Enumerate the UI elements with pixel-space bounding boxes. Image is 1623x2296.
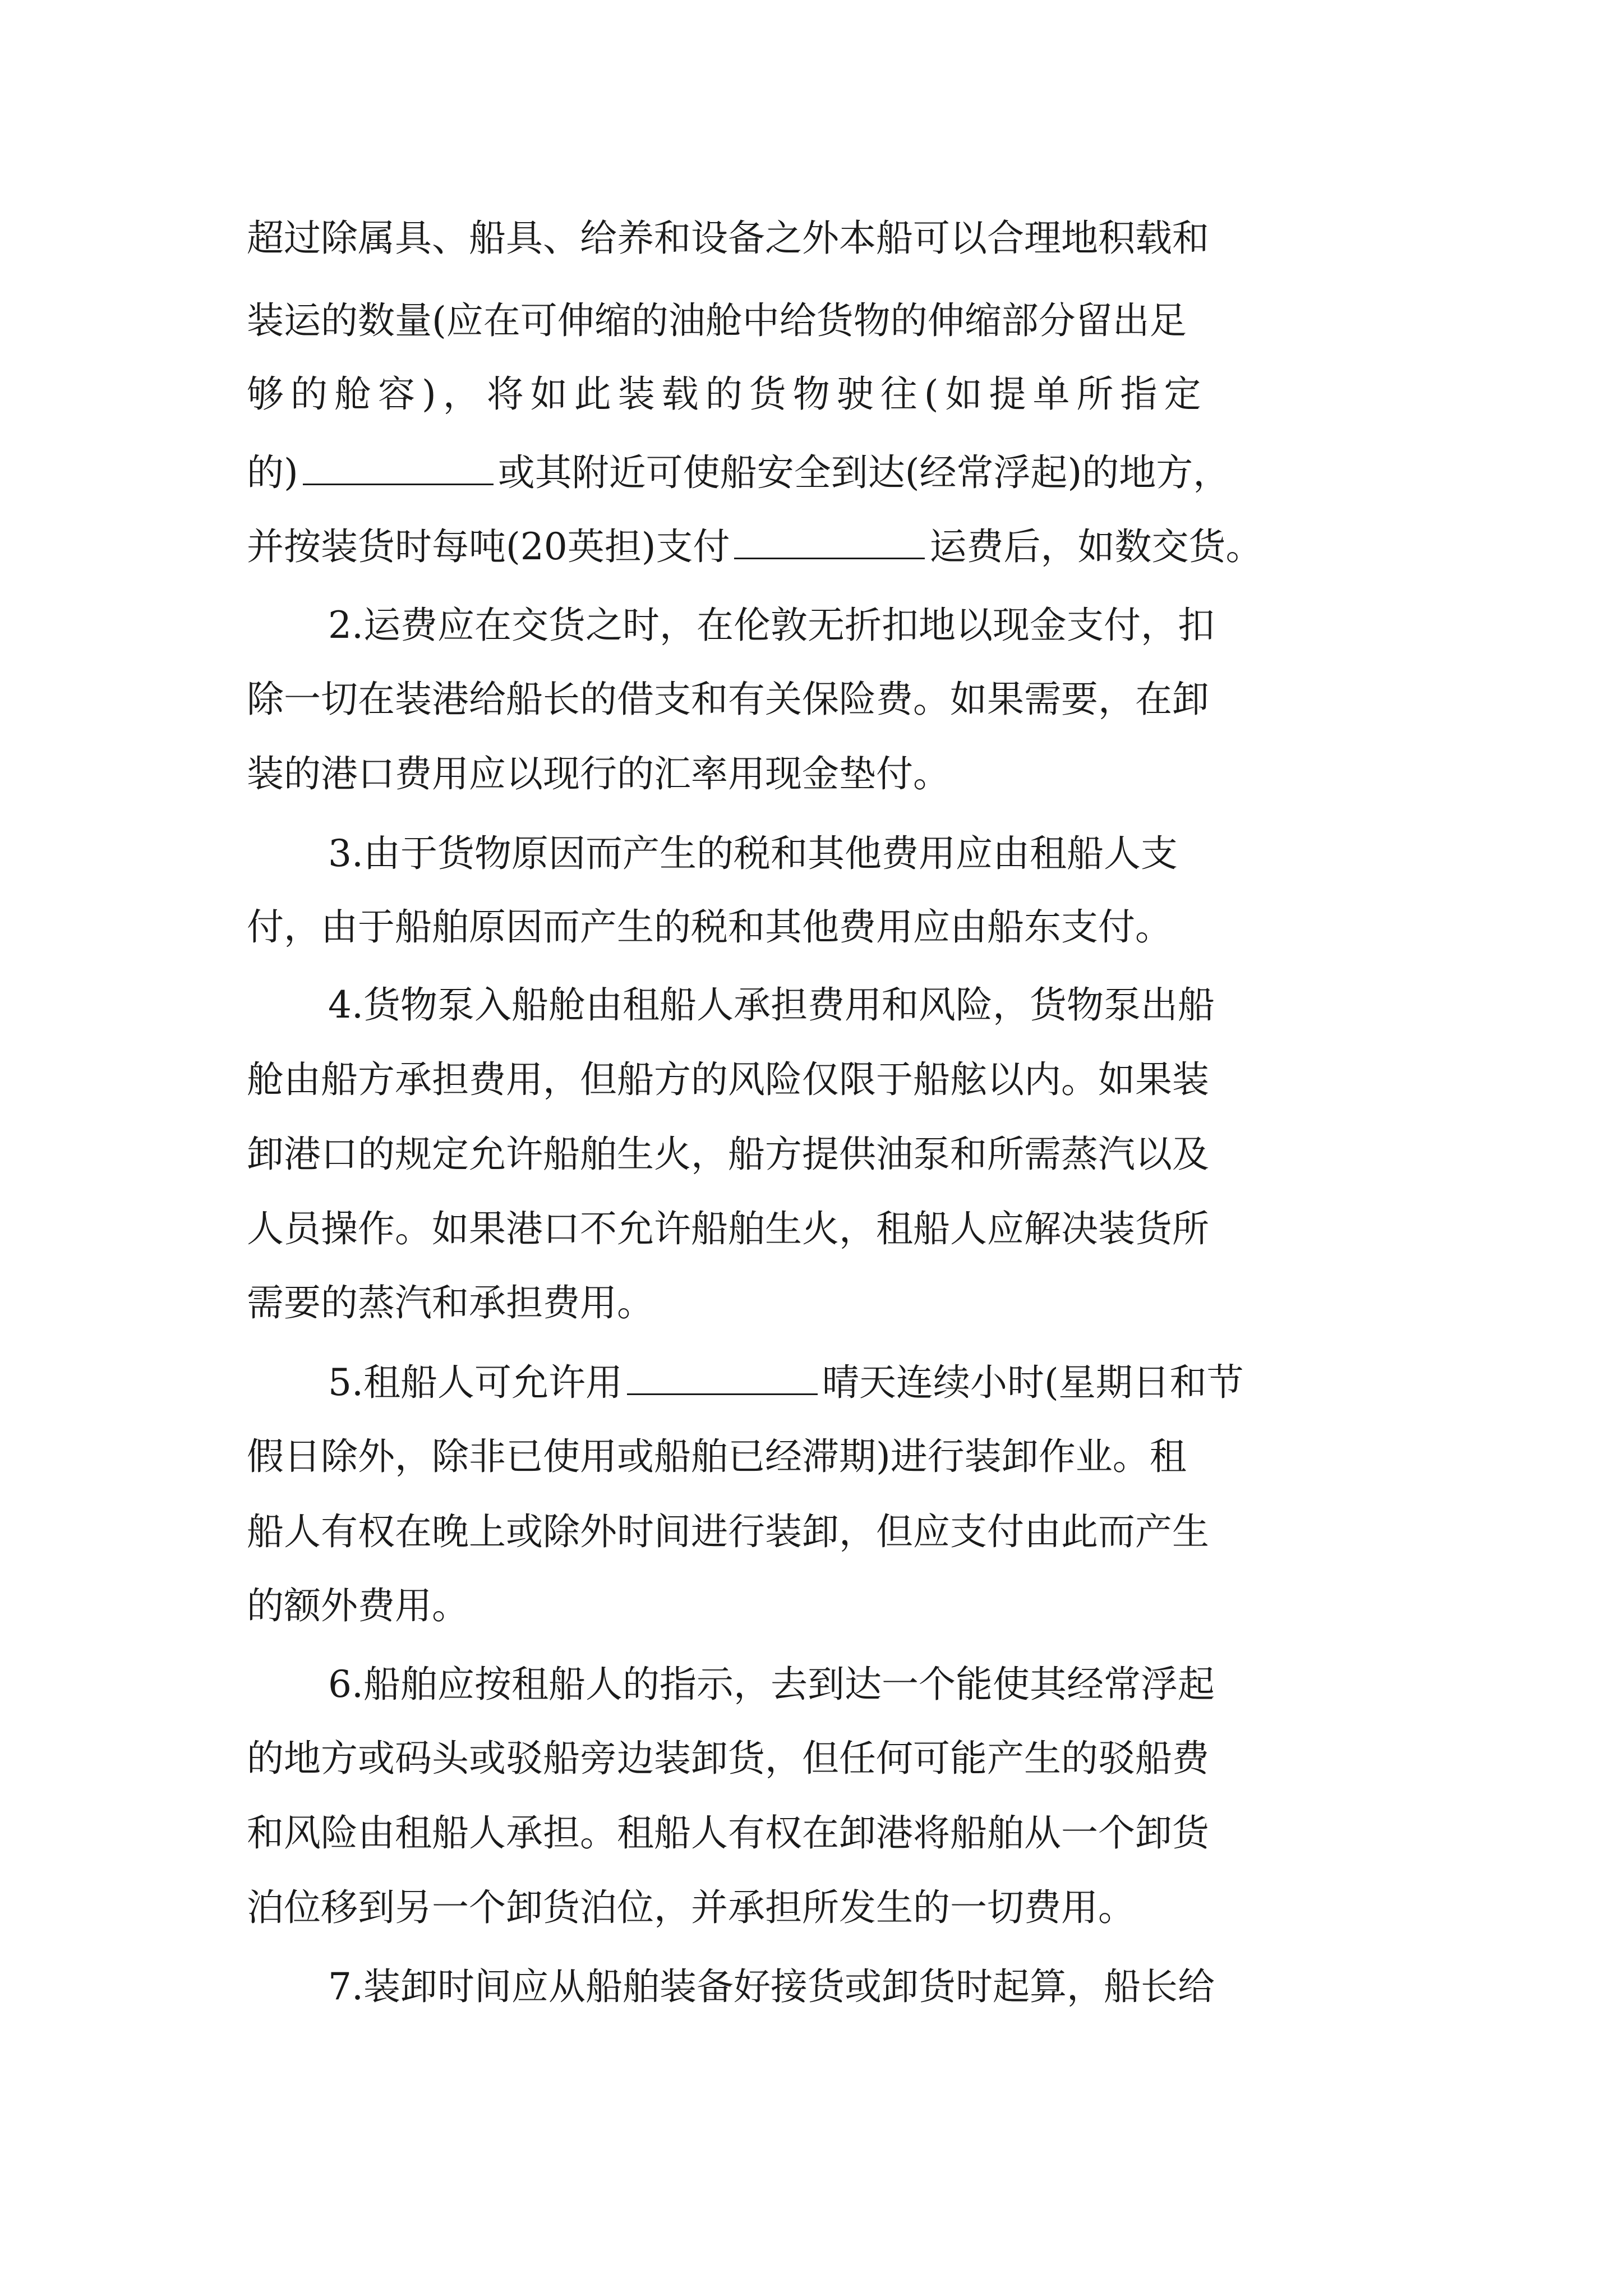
text-line: 超过除属具、船具、给养和设备之外本船可以合理地积载和 xyxy=(247,217,1209,260)
text-segment: 5.租船人可允许用 xyxy=(328,1361,623,1404)
fill-in-blank xyxy=(734,521,925,559)
text-segment: 或其附近可使船安全到达(经常浮起)的地方， xyxy=(497,451,1230,494)
text-line: 装的港口费用应以现行的汇率用现金垫付。 xyxy=(247,752,950,795)
text-line: 除一切在装港给船长的借支和有关保险费。如果需要，在卸 xyxy=(247,678,1209,721)
text-line: 人员操作。如果港口不允许船舶生火，租船人应解决装货所 xyxy=(247,1207,1209,1250)
clause-3-line: 3.由于货物原因而产生的税和其他费用应由租船人支 xyxy=(328,832,1178,875)
fill-in-blank xyxy=(303,447,494,485)
clause-4-line: 4.货物泵入船舱由租船人承担费用和风险，货物泵出船 xyxy=(328,983,1215,1027)
text-line: 船人有权在晚上或除外时间进行装卸，但应支付由此而产生 xyxy=(247,1510,1209,1553)
text-line: 舱由船方承担费用，但船方的风险仅限于船舷以内。如果装 xyxy=(247,1058,1209,1101)
text-segment: 并按装货时每吨(20英担)支付 xyxy=(247,525,730,568)
text-line: 卸港口的规定允许船舶生火，船方提供油泵和所需蒸汽以及 xyxy=(247,1133,1209,1176)
text-line: 需要的蒸汽和承担费用。 xyxy=(247,1281,654,1324)
text-line xyxy=(247,442,1380,504)
text-segment: 晴天连续小时(星期日和节 xyxy=(822,1361,1244,1404)
text-line: 付，由于船舶原因而产生的税和其他费用应由船东支付。 xyxy=(247,905,1172,949)
clause-5-line xyxy=(328,1352,1380,1414)
clause-2-line: 2.运费应在交货之时，在伦敦无折扣地以现金支付，扣 xyxy=(328,604,1215,647)
text-line: 装运的数量(应在可伸缩的油舱中给货物的伸缩部分留出足 xyxy=(247,299,1187,342)
fill-in-blank xyxy=(627,1356,818,1395)
text-line: 的额外费用。 xyxy=(247,1584,469,1627)
text-line: 的地方或码头或驳船旁边装卸货，但任何可能产生的驳船费 xyxy=(247,1737,1209,1780)
clause-6-line: 6.船舶应按租船人的指示，去到达一个能使其经常浮起 xyxy=(328,1663,1215,1706)
text-line: 泊位移到另一个卸货泊位，并承担所发生的一切费用。 xyxy=(247,1886,1135,1929)
text-line: 和风险由租船人承担。租船人有权在卸港将船舶从一个卸货 xyxy=(247,1811,1209,1855)
text-line xyxy=(247,516,1380,578)
text-line: 假日除外，除非已使用或船舶已经滞期)进行装卸作业。租 xyxy=(247,1435,1187,1478)
text-line: 够的舱容)，将如此装载的货物驶往(如提单所指定 xyxy=(247,372,1208,416)
text-segment: 运费后，如数交货。 xyxy=(929,525,1263,568)
clause-7-line: 7.装卸时间应从船舶装备好接货或卸货时起算，船长给 xyxy=(328,1965,1215,2008)
text-segment: 的) xyxy=(247,451,298,494)
